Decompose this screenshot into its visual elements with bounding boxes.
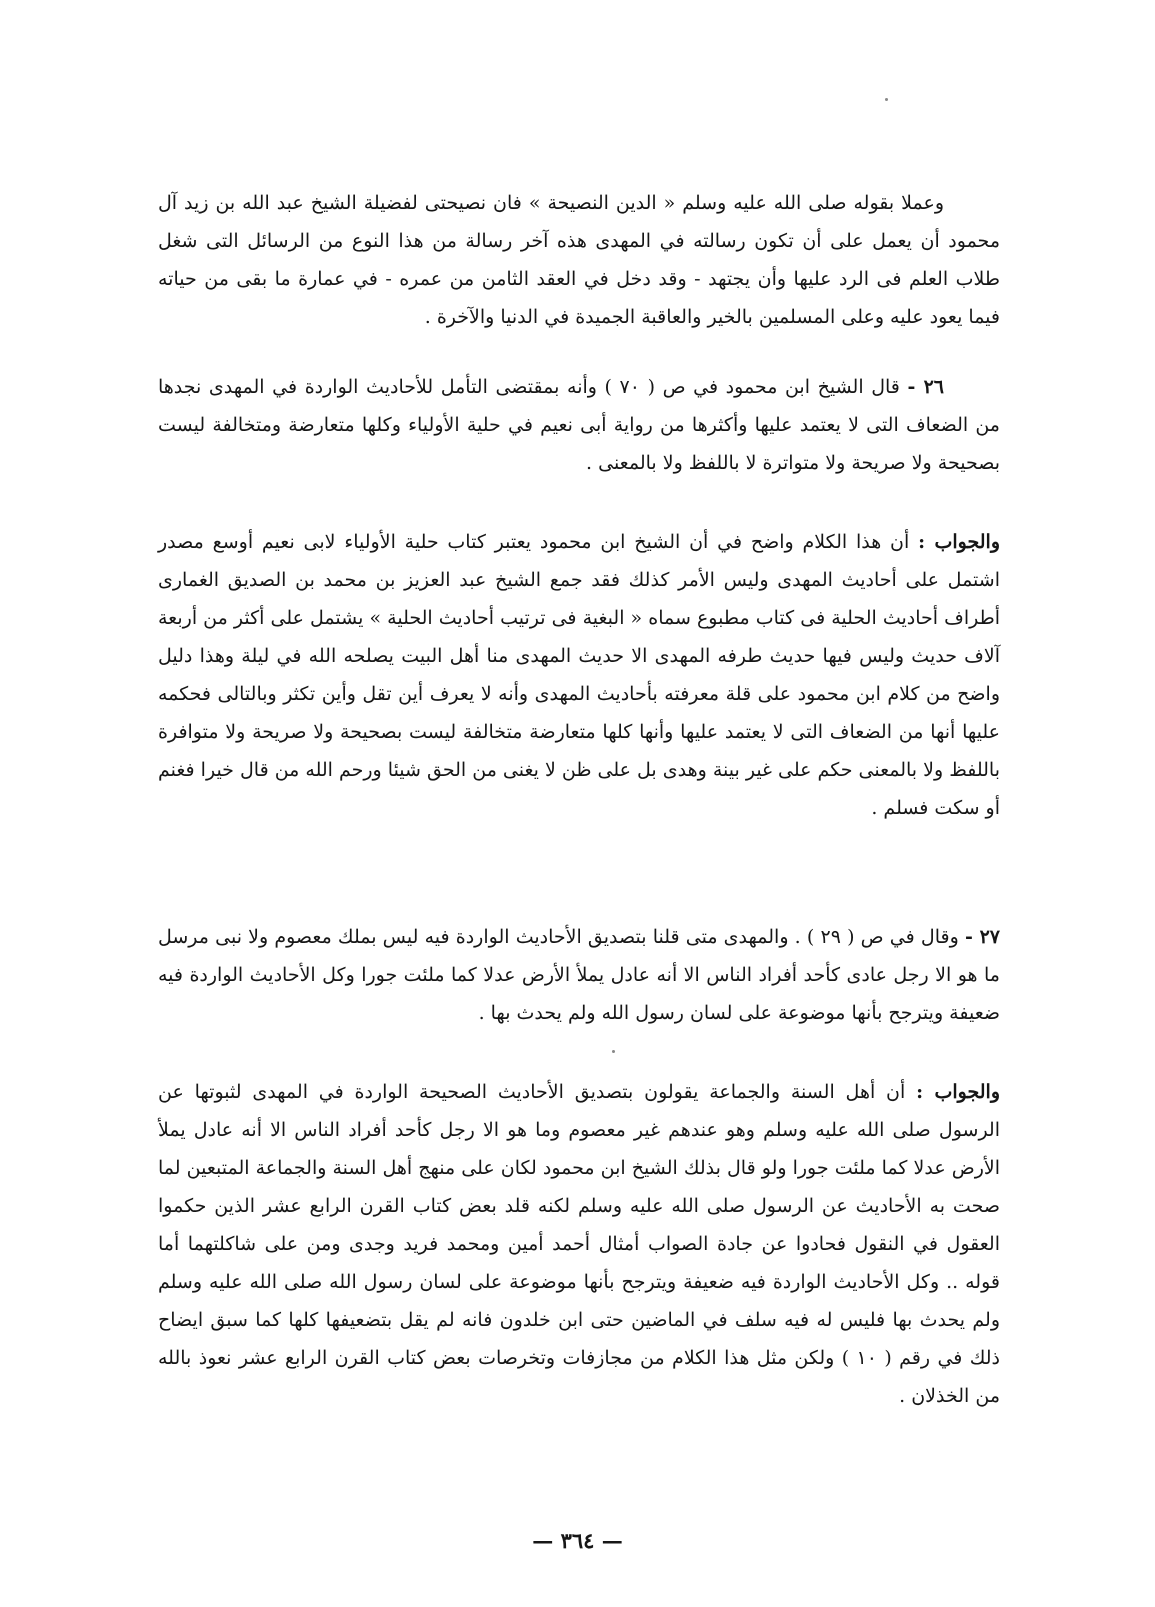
paragraph-answer-27 <box>158 1073 1000 1415</box>
item-number: ٢٦ - <box>907 376 944 398</box>
paragraph-text: وعملا بقوله صلى الله عليه وسلم « الدين النصيحة » فان نصيحتى لفضيلة الشيخ عبد الله بن زيد آل محمود أن يعمل على أن تكون رسالته في المهدى هذه آخر رسالة من هذا النوع من الرسائل التى شغل طلاب العلم فى الرد عليها وأن يجتهد - وقد دخل في العقد الثامن من عمره - في عمارة ما بقى من حياته فيما يعود عليه وعلى المسلمين بالخير والعاقبة الجميدة في الدنيا والآخرة . <box>158 192 1000 328</box>
answer-label: والجواب : <box>916 1081 1000 1103</box>
paragraph-text: قال الشيخ ابن محمود في ص ( ٧٠ ) وأنه بمقتضى التأمل للأحاديث الواردة في المهدى نجدها من الضعاف التى لا يعتمد عليها وأكثرها من رواية أبى نعيم في حلية الأولياء وكلها متعارضة ومتخالفة ليست بصحيحة ولا صريحة ولا متواترة لا باللفظ ولا بالمعنى . <box>158 376 1000 474</box>
paragraph-advice <box>158 184 1000 336</box>
paragraph-text: وقال في ص ( ٢٩ ) . والمهدى متى قلنا بتصديق الأحاديث الواردة فيه ليس بملك معصوم ولا نبى مرسل ما هو الا رجل عادى كأحد أفراد الناس الا أنه عادل يملأ الأرض عدلا كما ملئت جورا وكل الأحاديث الواردة فيه ضعيفة ويترجح بأنها موضوعة على لسان رسول الله ولم يحدث بها . <box>158 926 1000 1024</box>
page-number: — ٣٦٤ — <box>532 1528 623 1553</box>
paragraph-text: أن هذا الكلام واضح في أن الشيخ ابن محمود يعتبر كتاب حلية الأولياء لابى نعيم أوسع مصدر اشتمل على أحاديث المهدى وليس الأمر كذلك فقد جمع الشيخ عبد العزيز بن محمد بن الصديق الغمارى أطراف أحاديث الحلية فى كتاب مطبوع سماه « البغية فى ترتيب أحاديث الحلية » يشتمل على أكثر من أربعة آلاف حديث وليس فيها حديث طرفه المهدى الا حديث المهدى منا أهل البيت يصلحه الله في ليلة وهذا دليل واضح من كلام ابن محمود على قلة معرفته بأحاديث المهدى وأنه لا يعرف أين تقل وأين تكثر وبالتالى فحكمه عليها أنها من الضعاف التى لا يعتمد عليها وأنها كلها متعارضة متخالفة ليست بصحيحة ولا صريحة ولا متوافرة باللفظ ولا بالمعنى حكم على غير بينة وهدى بل على ظن لا يغنى من الحق شيئا ورحم الله من قال خيرا فغنم أو سكت فسلم . <box>158 531 1000 819</box>
paragraph-text: أن أهل السنة والجماعة يقولون بتصديق الأحاديث الصحيحة الواردة في المهدى لثبوتها عن الرسول صلى الله عليه وسلم وهو عندهم غير معصوم وما هو الا رجل كأحد أفراد الناس الا أنه عادل يملأ الأرض عدلا كما ملئت جورا ولو قال بذلك الشيخ ابن محمود لكان على منهج أهل السنة والجماعة المتبعين لما صحت به الأحاديث عن الرسول صلى الله عليه وسلم لكنه قلد بعض كتاب القرن الرابع عشر الذين حكموا العقول في النقول فحادوا عن جادة الصواب أمثال أحمد أمين ومحمد فريد وجدى ومن على شاكلتهما أما قوله .. وكل الأحاديث الواردة فيه ضعيفة ويترجح بأنها موضوعة على لسان رسول الله صلى الله عليه وسلم ولم يحدث بها فليس له فيه سلف في الماضين حتى ابن خلدون فانه لم يقل بتضعيفها كلها كما سبق ايضاح ذلك في رقم ( ١٠ ) ولكن مثل هذا الكلام من مجازفات وتخرصات بعض كتاب القرن الرابع عشر نعوذ بالله من الخذلان . <box>158 1081 1001 1407</box>
scan-speck <box>612 1050 615 1053</box>
answer-label: والجواب : <box>918 531 1000 553</box>
item-number: ٢٧ - <box>964 926 1000 948</box>
paragraph-item-26 <box>158 368 1000 482</box>
scan-speck <box>885 98 888 101</box>
paragraph-answer-26 <box>158 523 1000 827</box>
paragraph-item-27 <box>158 918 1000 1032</box>
